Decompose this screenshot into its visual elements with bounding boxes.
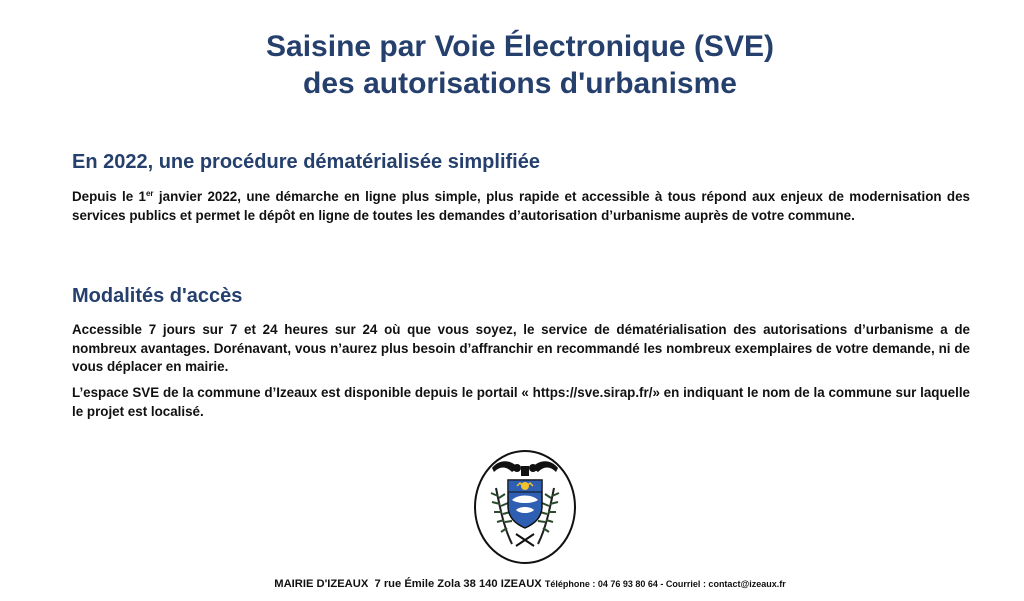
footer-organization: MAIRIE D'IZEAUX [274, 578, 369, 590]
footer-address: 7 rue Émile Zola 38 140 IZEAUX [374, 578, 542, 590]
title-line-1: Saisine par Voie Électronique (SVE) [266, 30, 774, 63]
ordinal-suffix: er [145, 189, 154, 198]
paragraph-text-start: Depuis le 1 [72, 189, 146, 204]
section-paragraph-procedure [72, 188, 970, 225]
title-line-2: des autorisations d'urbanisme [303, 67, 737, 100]
page-title [0, 28, 1024, 102]
section-paragraph-access: Accessible 7 jours sur 7 et 24 heures sur 24 où que vous soyez, le service de dématérialisation des autorisations d’urbanisme a de nombreux avantages. Dorénavant, vous n’aurez plus besoin d’affranchir en recommandé les nombreux exemplaires de votre demande, ni de vous déplacer en mairie. [72, 322, 970, 374]
izeaux-coat-of-arms-icon [472, 448, 578, 566]
section-paragraph-portal: L’espace SVE de la commune d’Izeaux est disponible depuis le portail « https://sve.sirap.fr/» en indiquant le nom de la commune sur laquelle le projet est localisé. [72, 385, 970, 419]
footer-contact: Téléphone : 04 76 93 80 64 - Courriel : contact@izeaux.fr [544, 579, 786, 589]
footer-address-line [0, 578, 1024, 590]
section-heading-access: Modalités d'accès [72, 285, 243, 307]
section-heading-procedure: En 2022, une procédure dématérialisée simplifiée [72, 151, 540, 173]
paragraph-text-end: janvier 2022, une démarche en ligne plus simple, plus rapide et accessible à tous répond aux enjeux de modernisation des services publics et permet le dépôt en ligne de toutes les demandes d’autorisation d’urbanisme auprès de votre commune. [72, 189, 970, 223]
